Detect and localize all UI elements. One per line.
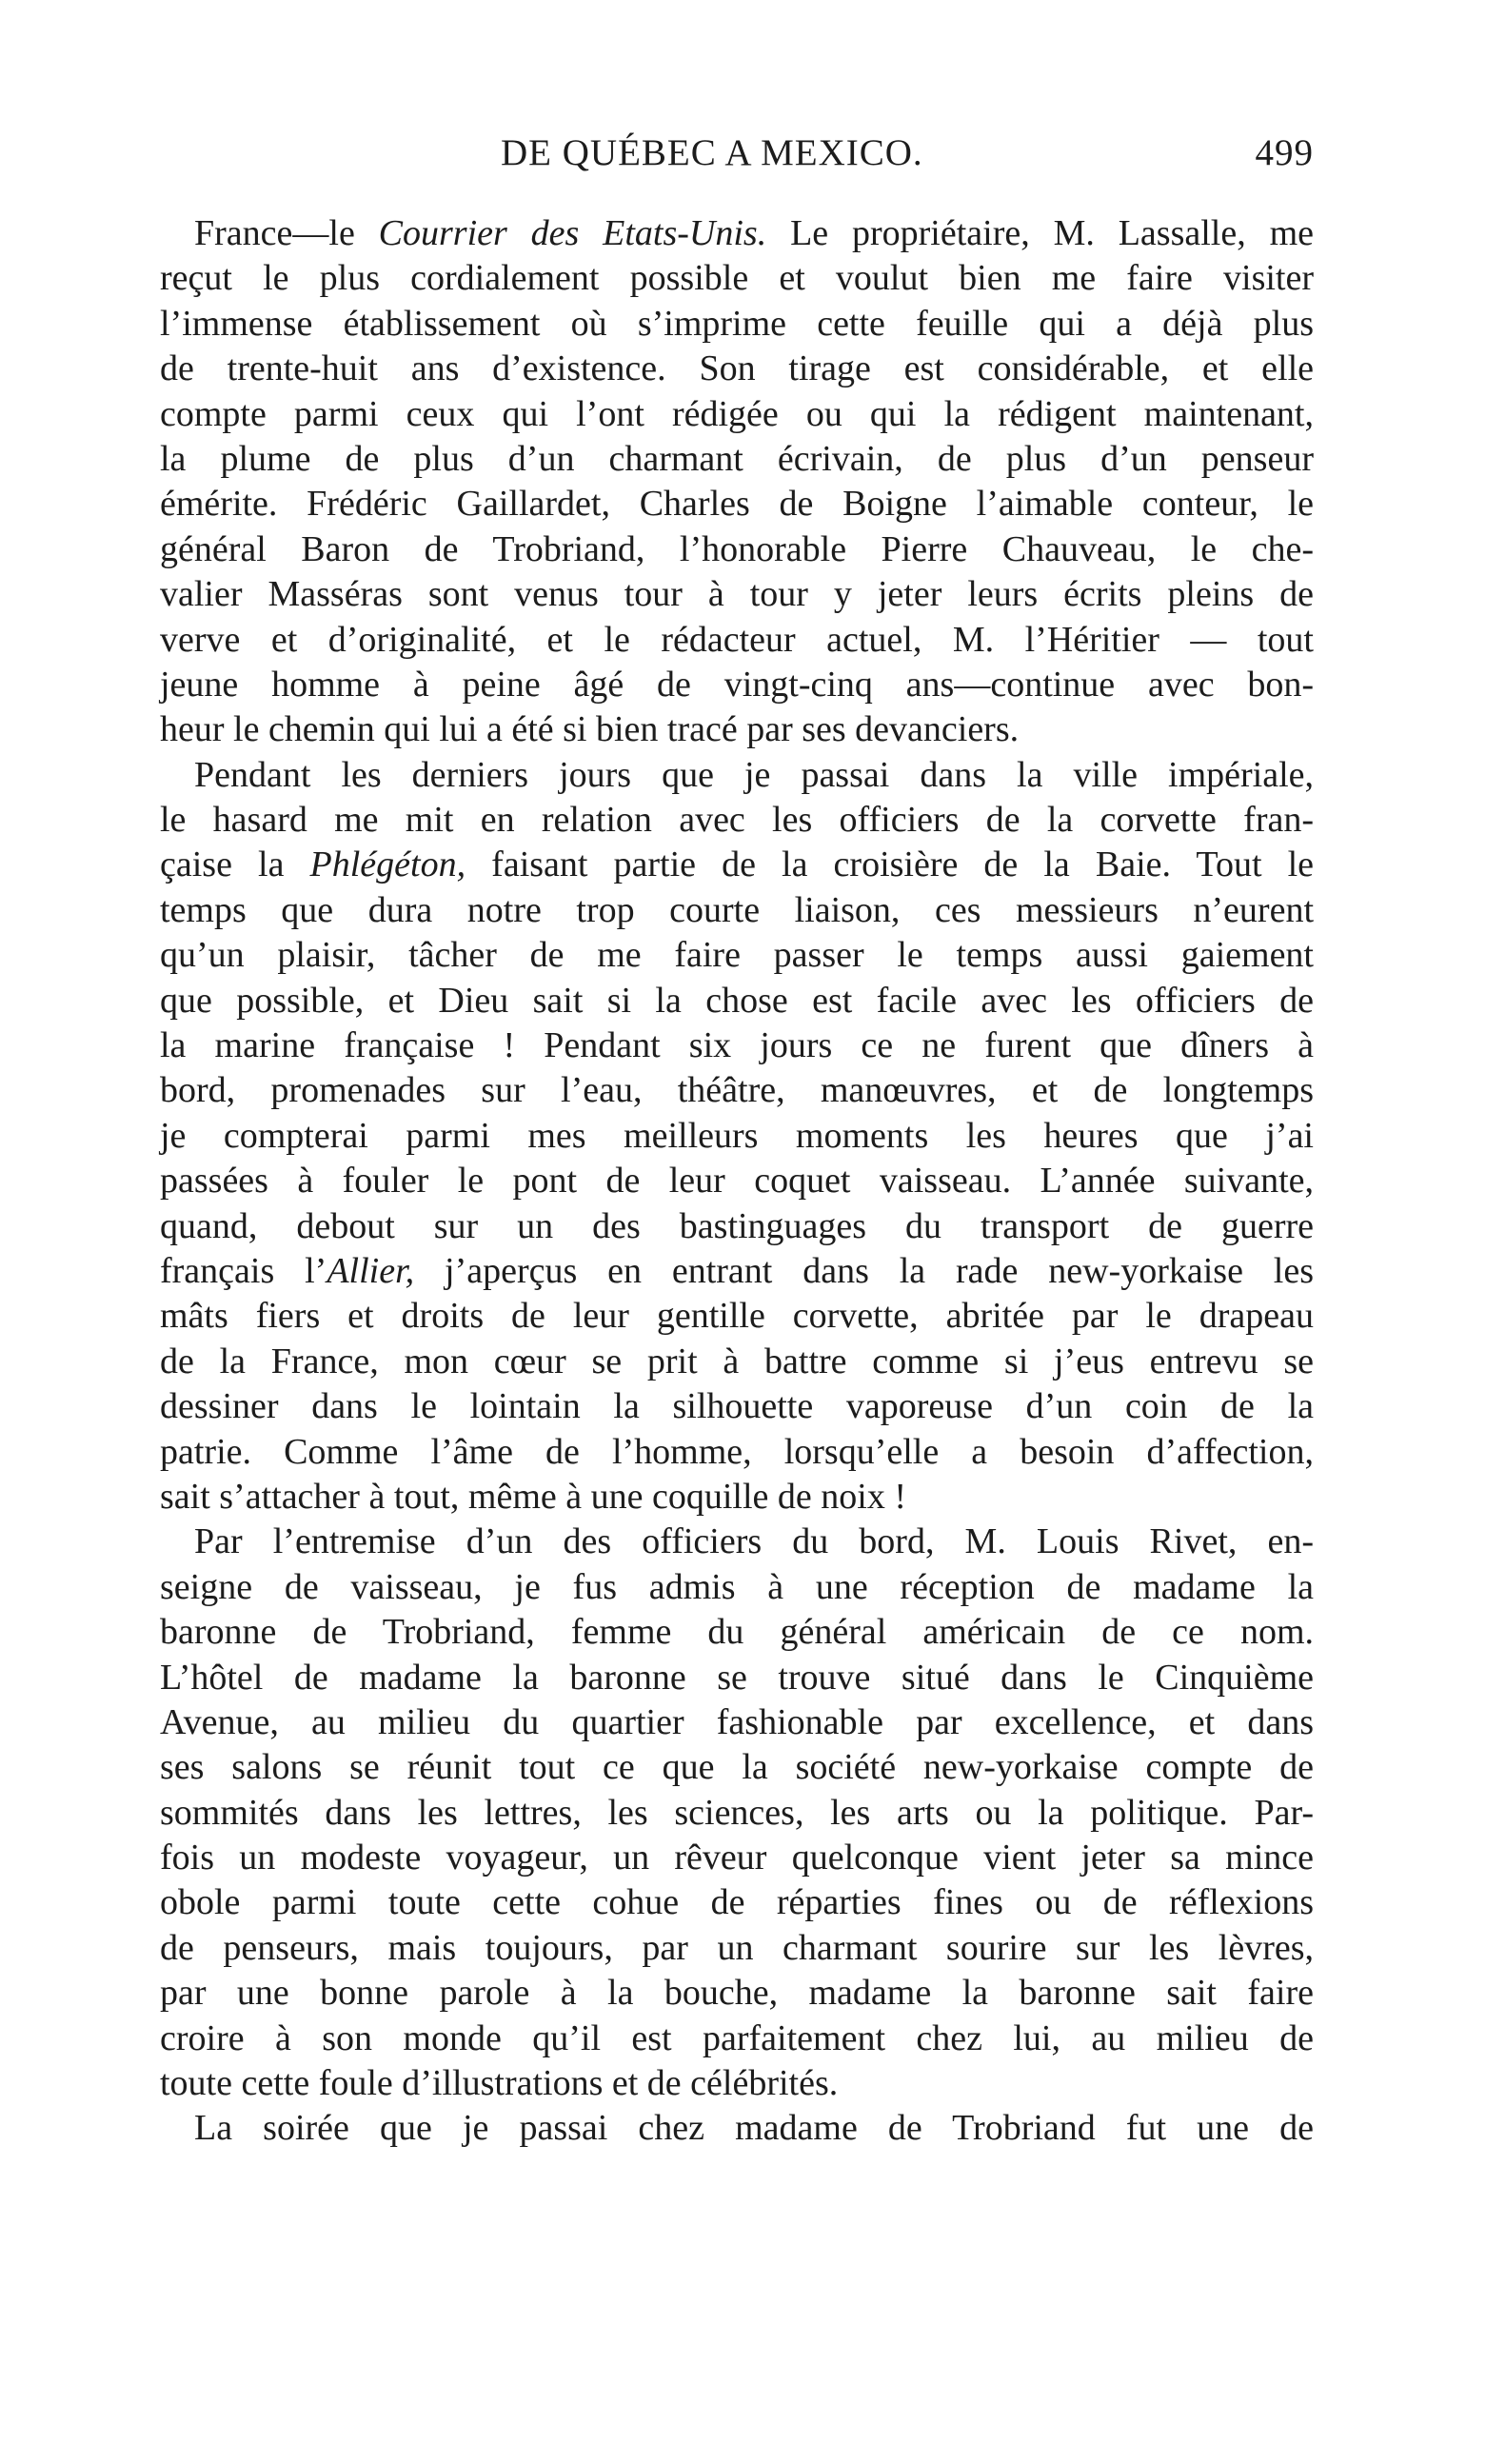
text-run: je compterai parmi mes meilleurs moments les heures que j’ai xyxy=(160,1115,1314,1156)
text-line xyxy=(160,933,1314,978)
italic-title: Courrier des Etats-Unis. xyxy=(378,213,767,253)
text-line xyxy=(160,302,1314,347)
text-line xyxy=(160,1068,1314,1113)
text-line xyxy=(160,2106,1314,2151)
text-run: çaise la xyxy=(160,845,310,885)
text-run: le hasard me mit en relation avec les officiers de la corvette fran- xyxy=(160,800,1314,841)
text-run: la plume de plus d’un charmant écrivain, de plus d’un penseur xyxy=(160,438,1314,479)
page-number: 499 xyxy=(1255,132,1314,173)
text-run: France—le xyxy=(194,213,379,253)
text-run: ses salons se réunit tout ce que la société new-yorkaise compte de xyxy=(160,1747,1314,1788)
running-title: DE QUÉBEC A MEXICO. xyxy=(501,132,923,173)
text-run: l’immense établissement où s’imprime cette feuille qui a déjà plus xyxy=(160,303,1314,344)
text-line xyxy=(160,437,1314,482)
text-line xyxy=(160,1791,1314,1836)
text-run: dessiner dans le lointain la silhouette vaporeuse d’un coin de la xyxy=(160,1386,1314,1427)
text-run: verve et d’originalité, et le rédacteur actuel, M. l’Héritier — tout xyxy=(160,619,1314,660)
text-run: bord, promenades sur l’eau, théâtre, manœuvres, et de longtemps xyxy=(160,1070,1314,1111)
text-line xyxy=(160,1249,1314,1294)
text-line xyxy=(160,753,1314,798)
text-run: toute cette foule d’illustrations et de célébrités. xyxy=(160,2063,839,2104)
text-run: La soirée que je passai chez madame de Trobriand fut une de xyxy=(194,2108,1314,2149)
text-line xyxy=(160,1565,1314,1610)
text-line xyxy=(160,482,1314,527)
text-run: temps que dura notre trop courte liaison, ces messieurs n’eurent xyxy=(160,889,1314,930)
text-run: fois un modeste voyageur, un rêveur quelconque vient jeter sa mince xyxy=(160,1838,1314,1878)
text-run: reçut le plus cordialement possible et voulut bien me faire visiter xyxy=(160,258,1314,299)
text-line xyxy=(160,392,1314,437)
text-run: que possible, et Dieu sait si la chose est facile avec les officiers de xyxy=(160,980,1314,1021)
text-line xyxy=(160,256,1314,301)
text-line xyxy=(160,2061,1314,2106)
text-run: quand, debout sur un des bastinguages du transport de guerre xyxy=(160,1205,1314,1246)
text-run: faisant partie de la croisière de la Baie. Tout le xyxy=(466,845,1315,885)
text-line xyxy=(160,1926,1314,1971)
text-line xyxy=(160,888,1314,933)
text-run: de penseurs, mais toujours, par un charmant sourire sur les lèvres, xyxy=(160,1927,1314,1968)
text-line xyxy=(160,1384,1314,1429)
text-line xyxy=(160,1610,1314,1655)
text-run: Avenue, au milieu du quartier fashionable par excellence, et dans xyxy=(160,1701,1314,1742)
text-line xyxy=(160,663,1314,707)
text-line xyxy=(160,1700,1314,1745)
text-run: j’aperçus en entrant dans la rade new-yorkaise les xyxy=(414,1250,1314,1291)
text-run: français l’ xyxy=(160,1250,327,1291)
text-run: mâts fiers et droits de leur gentille corvette, abritée par le drapeau xyxy=(160,1296,1314,1337)
text-line xyxy=(160,843,1314,887)
text-run: heur le chemin qui lui a été si bien tracé par ses devanciers. xyxy=(160,709,1020,750)
italic-title: Phlégéton, xyxy=(309,845,466,885)
text-line xyxy=(160,1836,1314,1880)
text-run: obole parmi toute cette cohue de réparties fines ou de réflexions xyxy=(160,1882,1314,1923)
text-line xyxy=(160,2017,1314,2061)
text-line xyxy=(160,1114,1314,1159)
text-run: qu’un plaisir, tâcher de me faire passer le temps aussi gaiement xyxy=(160,935,1314,976)
text-run: patrie. Comme l’âme de l’homme, lorsqu’elle a besoin d’affection, xyxy=(160,1431,1314,1472)
text-run: Le propriétaire, M. Lassalle, me xyxy=(766,213,1314,253)
text-run: de la France, mon cœur se prit à battre comme si j’eus entrevu se xyxy=(160,1341,1314,1381)
text-run: L’hôtel de madame la baronne se trouve situé dans le Cinquième xyxy=(160,1657,1314,1698)
text-run: passées à fouler le pont de leur coquet vaisseau. L’année suivante, xyxy=(160,1161,1314,1202)
text-line xyxy=(160,1475,1314,1520)
text-run: général Baron de Trobriand, l’honorable Pierre Chauveau, le che- xyxy=(160,528,1314,569)
text-run: baronne de Trobriand, femme du général américain de ce nom. xyxy=(160,1612,1314,1653)
text-line xyxy=(160,1294,1314,1339)
text-line xyxy=(160,1520,1314,1564)
text-run: sommités dans les lettres, les sciences, les arts ou la politique. Par- xyxy=(160,1792,1314,1833)
text-run: croire à son monde qu’il est parfaitement chez lui, au milieu de xyxy=(160,2017,1314,2058)
text-run: valier Masséras sont venus tour à tour y jeter leurs écrits pleins de xyxy=(160,574,1314,615)
text-line xyxy=(160,1159,1314,1203)
text-run: Par l’entremise d’un des officiers du bord, M. Louis Rivet, en- xyxy=(194,1521,1314,1562)
text-line xyxy=(160,798,1314,843)
text-line xyxy=(160,1023,1314,1068)
text-line xyxy=(160,1971,1314,2016)
text-line xyxy=(160,347,1314,391)
body-text xyxy=(160,211,1314,2152)
text-line xyxy=(160,572,1314,617)
text-line xyxy=(160,1656,1314,1700)
italic-title: Allier, xyxy=(327,1250,415,1291)
text-run: de trente-huit ans d’existence. Son tirage est considérable, et elle xyxy=(160,348,1314,389)
text-line xyxy=(160,211,1314,256)
text-line xyxy=(160,707,1314,752)
text-line xyxy=(160,1430,1314,1475)
text-run: émérite. Frédéric Gaillardet, Charles de Boigne l’aimable conteur, le xyxy=(160,484,1314,525)
text-line xyxy=(160,1204,1314,1249)
text-run: sait s’attacher à tout, même à une coquille de noix ! xyxy=(160,1476,906,1517)
text-run: Pendant les derniers jours que je passai dans la ville impériale, xyxy=(194,754,1314,795)
text-line xyxy=(160,979,1314,1023)
text-run: par une bonne parole à la bouche, madame la baronne sait faire xyxy=(160,1973,1314,2014)
text-line xyxy=(160,527,1314,572)
text-line xyxy=(160,1745,1314,1790)
text-line xyxy=(160,1880,1314,1925)
text-run: la marine française ! Pendant six jours ce ne furent que dîners à xyxy=(160,1025,1314,1066)
text-line xyxy=(160,1340,1314,1384)
text-run: seigne de vaisseau, je fus admis à une réception de madame la xyxy=(160,1566,1314,1607)
running-head xyxy=(160,131,1314,179)
text-line xyxy=(160,618,1314,663)
text-run: compte parmi ceux qui l’ont rédigée ou qui la rédigent maintenant, xyxy=(160,393,1314,434)
text-run: jeune homme à peine âgé de vingt-cinq ans—continue avec bon- xyxy=(160,664,1314,705)
